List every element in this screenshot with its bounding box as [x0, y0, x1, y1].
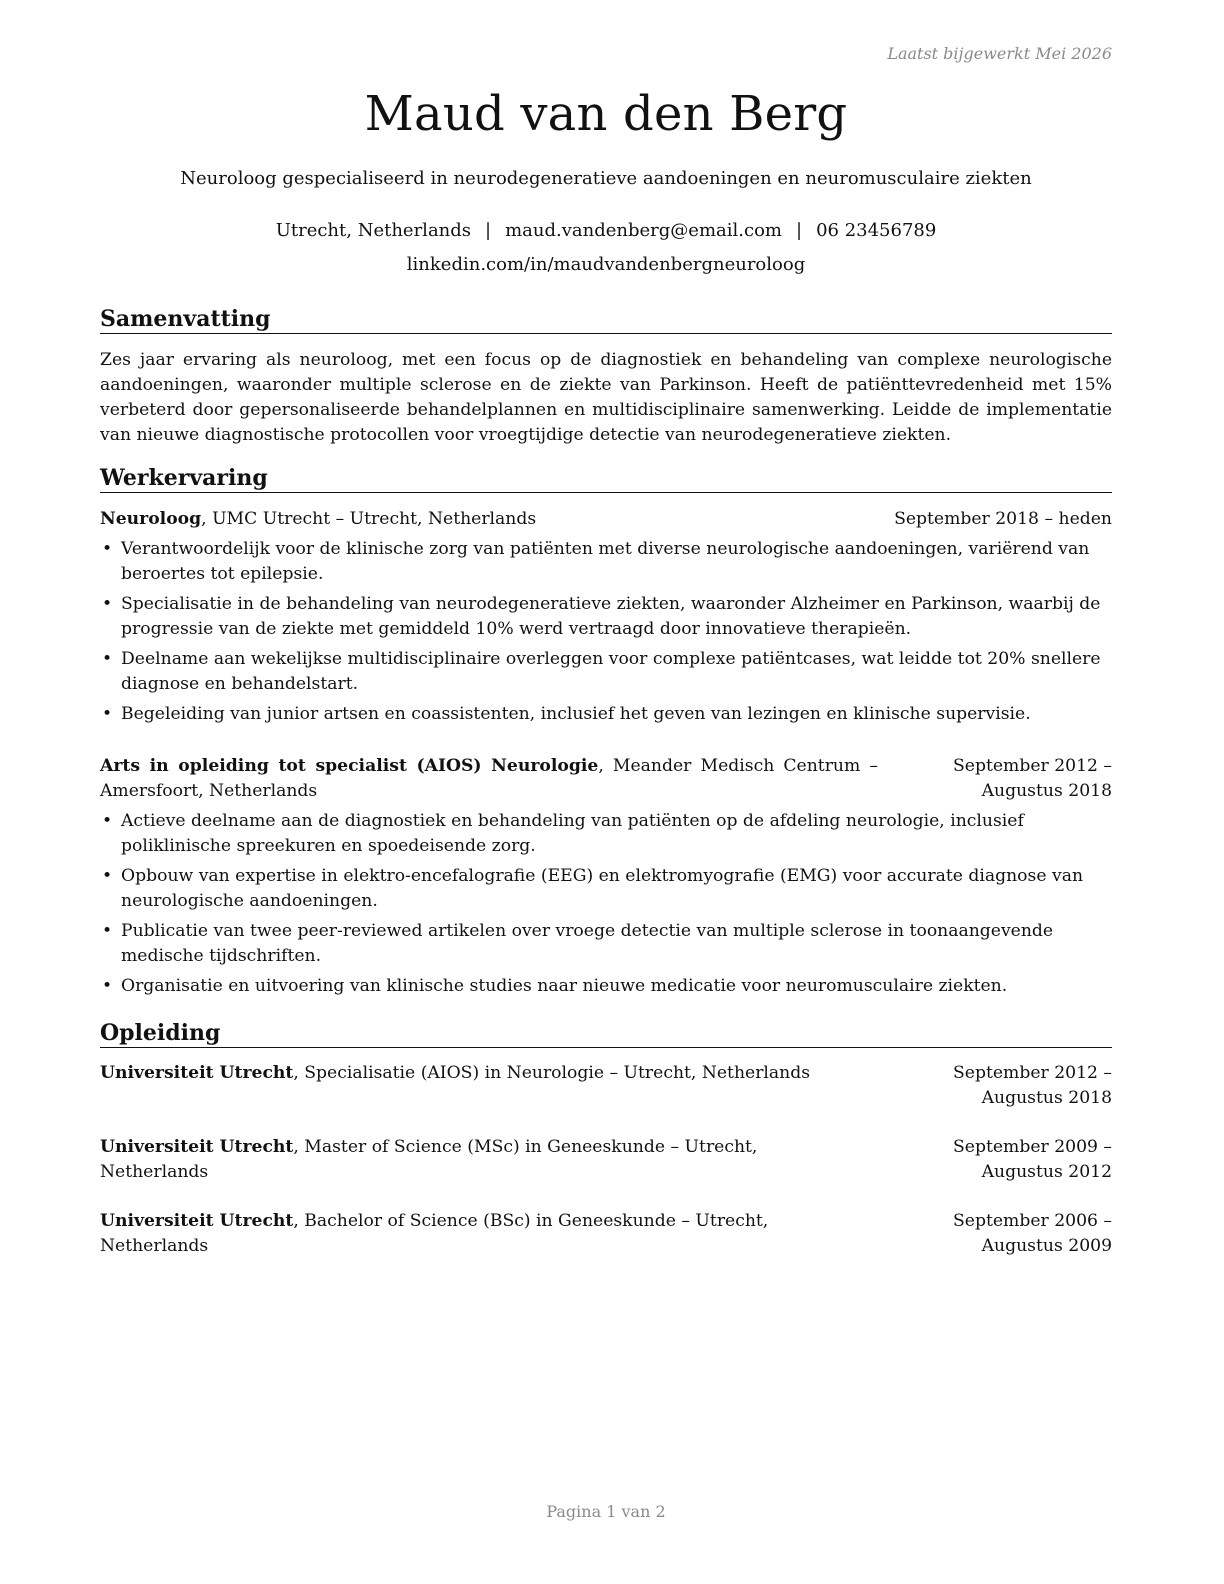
last-updated: Laatst bijgewerkt Mei 2026	[887, 44, 1112, 63]
degree: , Bachelor of Science (BSc) in Geneeskunde – Utrecht, Netherlands	[100, 1211, 769, 1256]
job-dates: September 2012 – Augustus 2018	[953, 756, 1112, 801]
education-dates: September 2012 – Augustus 2018	[953, 1063, 1112, 1108]
contact-line	[100, 220, 1112, 241]
list-item: • Verantwoordelijk voor de klinische zorg van patiënten met diverse neurologische aandoeningen, variërend van beroertes tot epilepsie.	[100, 537, 1112, 587]
education-title	[100, 1209, 870, 1259]
tagline: Neuroloog gespecialiseerd in neurodegeneratieve aandoeningen en neuromusculaire ziekten	[180, 168, 1032, 189]
job-employer: , UMC Utrecht – Utrecht, Netherlands	[201, 509, 537, 529]
job-role: Neuroloog	[100, 509, 202, 529]
linkedin-link[interactable]: linkedin.com/in/maudvandenbergneuroloog	[406, 254, 806, 275]
summary-text: Zes jaar ervaring als neuroloog, met een focus op de diagnostiek en behandeling van complexe neurologische aandoeningen, waaronder multiple sclerose en de ziekte van Parkinson. Heeft de patiënttevredenheid met 15% verbeterd door gepersonaliseerde behandelplannen en multidisciplinaire samenwerking. Leidde de implementatie van nieuwe diagnostische protocollen voor vroegtijdige detectie van neurodegeneratieve ziekten.	[100, 350, 1112, 445]
school: Universiteit Utrecht	[100, 1137, 294, 1157]
list-item: • Opbouw van expertise in elektro-encefalografie (EEG) en elektromyografie (EMG) voor accurate diagnose van neurologische aandoeningen.	[100, 864, 1112, 914]
job-employer: , Meander Medisch Centrum – Amersfoort, Netherlands	[100, 756, 878, 801]
location: Utrecht, Netherlands	[275, 220, 472, 241]
list-item: • Deelname aan wekelijkse multidisciplinaire overleggen voor complexe patiëntcases, wat leidde tot 20% snellere diagnose en behandelstart.	[100, 647, 1112, 697]
candidate-name: Maud van den Berg	[364, 86, 848, 142]
resume-page	[100, 0, 1112, 1584]
job-title	[100, 507, 536, 532]
job-title	[100, 754, 878, 804]
phone: 06 23456789	[816, 220, 937, 241]
job-bullets	[100, 537, 1112, 732]
separator: |	[795, 220, 803, 241]
email-link[interactable]: maud.vandenberg@email.com	[505, 220, 782, 241]
list-item: • Actieve deelname aan de diagnostiek en behandeling van patiënten op de afdeling neurologie, inclusief poliklinische spreekuren en spoedeisende zorg.	[100, 809, 1112, 859]
list-item: • Begeleiding van junior artsen en coassistenten, inclusief het geven van lezingen en klinische supervisie.	[100, 702, 1112, 727]
list-item: • Publicatie van twee peer-reviewed artikelen over vroege detectie van multiple sclerose in toonaangevende medische tijdschriften.	[100, 919, 1112, 969]
degree: , Specialisatie (AIOS) in Neurologie – Utrecht, Netherlands	[293, 1063, 811, 1083]
section-title-education: Opleiding	[100, 1020, 1112, 1048]
education-title	[100, 1135, 870, 1185]
separator: |	[485, 220, 492, 241]
job-role: Arts in opleiding tot specialist (AIOS) Neurologie	[100, 756, 599, 776]
job-dates: September 2018 – heden	[894, 509, 1112, 529]
school: Universiteit Utrecht	[100, 1211, 294, 1231]
education-title	[100, 1061, 870, 1086]
school: Universiteit Utrecht	[100, 1063, 294, 1083]
section-title-experience: Werkervaring	[100, 465, 1112, 493]
section-title-summary: Samenvatting	[100, 306, 1112, 334]
education-dates: September 2009 – Augustus 2012	[953, 1137, 1112, 1182]
list-item: • Organisatie en uitvoering van klinische studies naar nieuwe medicatie voor neuromusculaire ziekten.	[100, 974, 1112, 999]
education-dates: September 2006 – Augustus 2009	[953, 1211, 1112, 1256]
degree: , Master of Science (MSc) in Geneeskunde – Utrecht, Netherlands	[100, 1137, 758, 1182]
page-number: Pagina 1 van 2	[546, 1502, 666, 1521]
list-item: • Specialisatie in de behandeling van neurodegeneratieve ziekten, waaronder Alzheimer en Parkinson, waarbij de progressie van de ziekte met gemiddeld 10% werd vertraagd door innovatieve therapieën.	[100, 592, 1112, 642]
job-bullets	[100, 809, 1112, 1004]
